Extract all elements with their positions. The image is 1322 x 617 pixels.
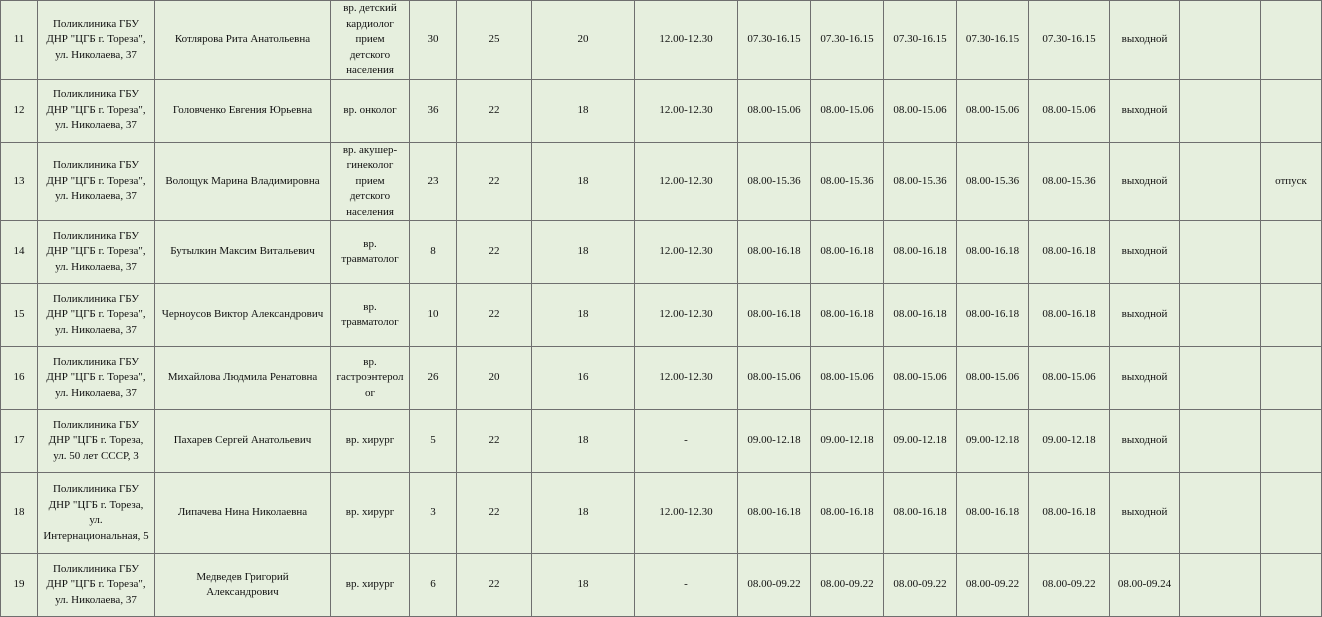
break-time-cell: 12.00-12.30 <box>635 347 738 410</box>
hours-day-3-cell: 08.00-15.36 <box>884 142 957 221</box>
hours-day-3-cell: 08.00-09.22 <box>884 554 957 617</box>
hours-day-4-cell: 08.00-16.18 <box>957 284 1029 347</box>
hours-day-3-cell: 08.00-16.18 <box>884 284 957 347</box>
value-2-cell: 22 <box>457 410 532 473</box>
clinic-address-cell: Поликлиника ГБУ ДНР "ЦГБ г. Тореза, ул. 50 лет СССР, 3 <box>38 410 155 473</box>
hours-day-4-cell: 08.00-15.36 <box>957 142 1029 221</box>
hours-day-2-cell: 08.00-16.18 <box>811 284 884 347</box>
table-row <box>1 79 1322 142</box>
value-3-cell: 18 <box>532 79 635 142</box>
doctor-name-cell: Бутылкин Максим Витальевич <box>155 221 331 284</box>
value-1-cell: 5 <box>410 410 457 473</box>
hours-day-4-cell: 09.00-12.18 <box>957 410 1029 473</box>
hours-day-1-cell: 08.00-16.18 <box>738 473 811 554</box>
specialty-cell: вр. травматолог <box>331 221 410 284</box>
hours-day-7-cell <box>1180 554 1261 617</box>
clinic-address-cell: Поликлиника ГБУ ДНР "ЦГБ г. Тореза", ул. Николаева, 37 <box>38 142 155 221</box>
break-time-cell: 12.00-12.30 <box>635 284 738 347</box>
specialty-cell: вр. онколог <box>331 79 410 142</box>
value-3-cell: 18 <box>532 554 635 617</box>
hours-day-1-cell: 08.00-15.06 <box>738 79 811 142</box>
hours-day-4-cell: 07.30-16.15 <box>957 1 1029 80</box>
hours-day-4-cell: 08.00-09.22 <box>957 554 1029 617</box>
hours-day-3-cell: 07.30-16.15 <box>884 1 957 80</box>
clinic-address-cell: Поликлиника ГБУ ДНР "ЦГБ г. Тореза", ул. Николаева, 37 <box>38 1 155 80</box>
break-time-cell: - <box>635 410 738 473</box>
note-cell <box>1261 1 1322 80</box>
hours-day-6-cell: выходной <box>1110 410 1180 473</box>
row-number-cell: 14 <box>1 221 38 284</box>
clinic-address-cell: Поликлиника ГБУ ДНР "ЦГБ г. Тореза", ул. Николаева, 37 <box>38 554 155 617</box>
doctor-name-cell: Котлярова Рита Анатольевна <box>155 1 331 80</box>
note-cell: отпуск <box>1261 142 1322 221</box>
hours-day-7-cell <box>1180 410 1261 473</box>
table-row <box>1 347 1322 410</box>
hours-day-2-cell: 08.00-15.06 <box>811 79 884 142</box>
hours-day-7-cell <box>1180 347 1261 410</box>
value-2-cell: 22 <box>457 473 532 554</box>
doctor-name-cell: Пахарев Сергей Анатольевич <box>155 410 331 473</box>
hours-day-5-cell: 08.00-15.36 <box>1029 142 1110 221</box>
doctor-name-cell: Головченко Евгения Юрьевна <box>155 79 331 142</box>
hours-day-3-cell: 09.00-12.18 <box>884 410 957 473</box>
hours-day-2-cell: 07.30-16.15 <box>811 1 884 80</box>
hours-day-1-cell: 08.00-15.36 <box>738 142 811 221</box>
clinic-address-cell: Поликлиника ГБУ ДНР "ЦГБ г. Тореза", ул. Николаева, 37 <box>38 347 155 410</box>
hours-day-6-cell: выходной <box>1110 347 1180 410</box>
row-number-cell: 13 <box>1 142 38 221</box>
hours-day-1-cell: 07.30-16.15 <box>738 1 811 80</box>
hours-day-2-cell: 08.00-15.06 <box>811 347 884 410</box>
doctor-name-cell: Черноусов Виктор Александрович <box>155 284 331 347</box>
hours-day-5-cell: 09.00-12.18 <box>1029 410 1110 473</box>
row-number-cell: 11 <box>1 1 38 80</box>
row-number-cell: 18 <box>1 473 38 554</box>
note-cell <box>1261 221 1322 284</box>
hours-day-7-cell <box>1180 473 1261 554</box>
hours-day-5-cell: 08.00-15.06 <box>1029 347 1110 410</box>
value-2-cell: 22 <box>457 554 532 617</box>
row-number-cell: 17 <box>1 410 38 473</box>
hours-day-5-cell: 08.00-16.18 <box>1029 284 1110 347</box>
value-2-cell: 22 <box>457 221 532 284</box>
table-row <box>1 473 1322 554</box>
doctor-name-cell: Волощук Марина Владимировна <box>155 142 331 221</box>
hours-day-5-cell: 08.00-16.18 <box>1029 473 1110 554</box>
value-2-cell: 20 <box>457 347 532 410</box>
table-row <box>1 142 1322 221</box>
value-1-cell: 30 <box>410 1 457 80</box>
specialty-cell: вр. хирург <box>331 410 410 473</box>
hours-day-5-cell: 08.00-16.18 <box>1029 221 1110 284</box>
value-1-cell: 6 <box>410 554 457 617</box>
hours-day-2-cell: 08.00-15.36 <box>811 142 884 221</box>
note-cell <box>1261 473 1322 554</box>
schedule-body <box>1 1 1322 617</box>
table-row <box>1 284 1322 347</box>
value-3-cell: 18 <box>532 410 635 473</box>
row-number-cell: 15 <box>1 284 38 347</box>
hours-day-4-cell: 08.00-15.06 <box>957 347 1029 410</box>
hours-day-7-cell <box>1180 284 1261 347</box>
hours-day-2-cell: 08.00-16.18 <box>811 473 884 554</box>
clinic-address-cell: Поликлиника ГБУ ДНР "ЦГБ г. Тореза", ул. Николаева, 37 <box>38 284 155 347</box>
hours-day-6-cell: выходной <box>1110 1 1180 80</box>
break-time-cell: 12.00-12.30 <box>635 1 738 80</box>
specialty-cell: вр. хирург <box>331 554 410 617</box>
specialty-cell: вр. травматолог <box>331 284 410 347</box>
value-3-cell: 16 <box>532 347 635 410</box>
value-2-cell: 25 <box>457 1 532 80</box>
hours-day-1-cell: 09.00-12.18 <box>738 410 811 473</box>
hours-day-3-cell: 08.00-16.18 <box>884 473 957 554</box>
doctor-name-cell: Михайлова Людмила Ренатовна <box>155 347 331 410</box>
hours-day-1-cell: 08.00-09.22 <box>738 554 811 617</box>
hours-day-7-cell <box>1180 142 1261 221</box>
hours-day-6-cell: выходной <box>1110 221 1180 284</box>
hours-day-7-cell <box>1180 79 1261 142</box>
hours-day-5-cell: 07.30-16.15 <box>1029 1 1110 80</box>
table-row <box>1 554 1322 617</box>
break-time-cell: - <box>635 554 738 617</box>
hours-day-3-cell: 08.00-15.06 <box>884 79 957 142</box>
hours-day-7-cell <box>1180 1 1261 80</box>
note-cell <box>1261 284 1322 347</box>
hours-day-2-cell: 08.00-09.22 <box>811 554 884 617</box>
break-time-cell: 12.00-12.30 <box>635 221 738 284</box>
value-2-cell: 22 <box>457 79 532 142</box>
break-time-cell: 12.00-12.30 <box>635 142 738 221</box>
value-1-cell: 8 <box>410 221 457 284</box>
hours-day-6-cell: выходной <box>1110 142 1180 221</box>
value-1-cell: 36 <box>410 79 457 142</box>
hours-day-3-cell: 08.00-16.18 <box>884 221 957 284</box>
doctor-name-cell: Липачева Нина Николаевна <box>155 473 331 554</box>
row-number-cell: 16 <box>1 347 38 410</box>
row-number-cell: 12 <box>1 79 38 142</box>
specialty-cell: вр. детский кардиолог прием детского населения <box>331 1 410 80</box>
value-1-cell: 3 <box>410 473 457 554</box>
value-1-cell: 10 <box>410 284 457 347</box>
value-1-cell: 26 <box>410 347 457 410</box>
doctor-name-cell: Медведев Григорий Александрович <box>155 554 331 617</box>
note-cell <box>1261 79 1322 142</box>
hours-day-1-cell: 08.00-16.18 <box>738 221 811 284</box>
hours-day-7-cell <box>1180 221 1261 284</box>
value-3-cell: 20 <box>532 1 635 80</box>
row-number-cell: 19 <box>1 554 38 617</box>
hours-day-1-cell: 08.00-15.06 <box>738 347 811 410</box>
hours-day-1-cell: 08.00-16.18 <box>738 284 811 347</box>
value-1-cell: 23 <box>410 142 457 221</box>
specialty-cell: вр. гастроэнтерол ог <box>331 347 410 410</box>
hours-day-3-cell: 08.00-15.06 <box>884 347 957 410</box>
clinic-address-cell: Поликлиника ГБУ ДНР "ЦГБ г. Тореза, ул. Интернациональная, 5 <box>38 473 155 554</box>
hours-day-6-cell: выходной <box>1110 79 1180 142</box>
table-row <box>1 1 1322 80</box>
value-3-cell: 18 <box>532 221 635 284</box>
hours-day-4-cell: 08.00-16.18 <box>957 473 1029 554</box>
hours-day-6-cell: выходной <box>1110 284 1180 347</box>
note-cell <box>1261 410 1322 473</box>
table-row <box>1 410 1322 473</box>
hours-day-2-cell: 08.00-16.18 <box>811 221 884 284</box>
value-2-cell: 22 <box>457 284 532 347</box>
break-time-cell: 12.00-12.30 <box>635 79 738 142</box>
hours-day-4-cell: 08.00-15.06 <box>957 79 1029 142</box>
value-3-cell: 18 <box>532 142 635 221</box>
value-3-cell: 18 <box>532 284 635 347</box>
hours-day-5-cell: 08.00-15.06 <box>1029 79 1110 142</box>
hours-day-4-cell: 08.00-16.18 <box>957 221 1029 284</box>
break-time-cell: 12.00-12.30 <box>635 473 738 554</box>
value-2-cell: 22 <box>457 142 532 221</box>
value-3-cell: 18 <box>532 473 635 554</box>
clinic-address-cell: Поликлиника ГБУ ДНР "ЦГБ г. Тореза", ул. Николаева, 37 <box>38 79 155 142</box>
specialty-cell: вр. акушер- гинеколог прием детского населения <box>331 142 410 221</box>
note-cell <box>1261 347 1322 410</box>
hours-day-6-cell: 08.00-09.24 <box>1110 554 1180 617</box>
note-cell <box>1261 554 1322 617</box>
hours-day-5-cell: 08.00-09.22 <box>1029 554 1110 617</box>
specialty-cell: вр. хирург <box>331 473 410 554</box>
hours-day-6-cell: выходной <box>1110 473 1180 554</box>
table-row <box>1 221 1322 284</box>
clinic-address-cell: Поликлиника ГБУ ДНР "ЦГБ г. Тореза", ул. Николаева, 37 <box>38 221 155 284</box>
hours-day-2-cell: 09.00-12.18 <box>811 410 884 473</box>
